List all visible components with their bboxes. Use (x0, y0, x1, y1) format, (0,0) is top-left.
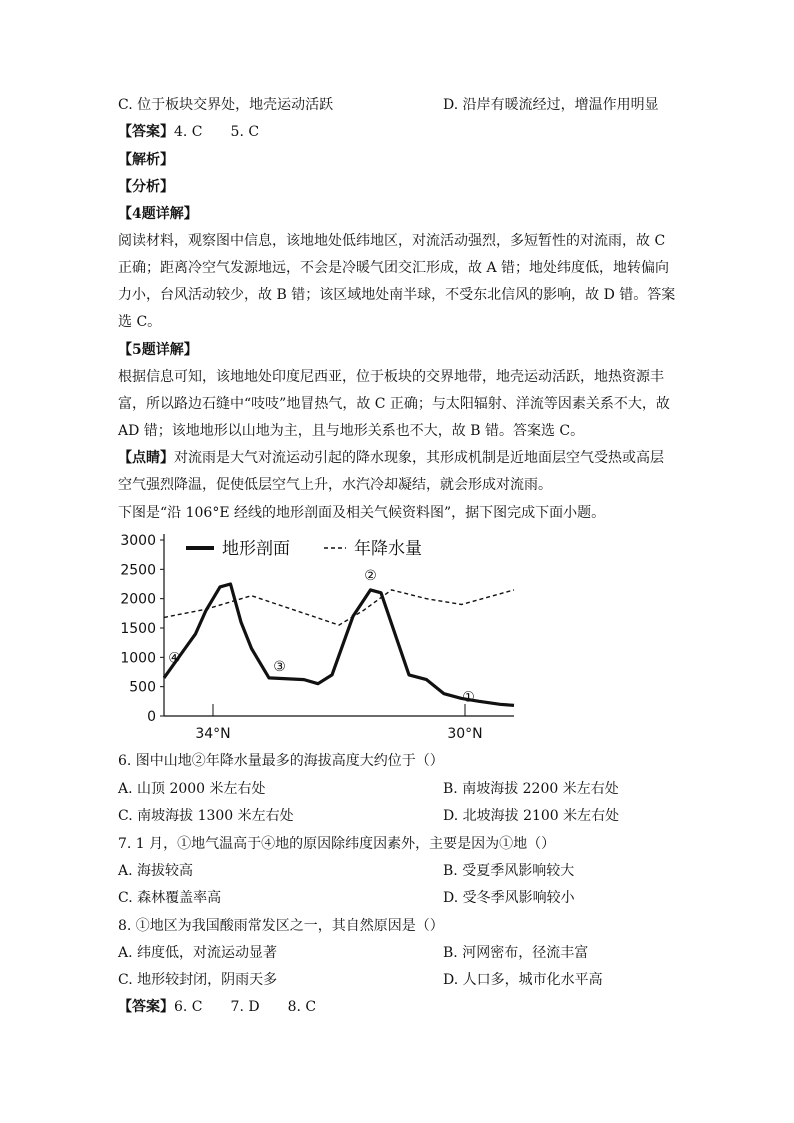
y-tick-label: 3000 (120, 533, 156, 549)
dianjing-line-1 (118, 448, 664, 468)
terrain-profile-line (164, 584, 514, 705)
fenxi-heading: 【分析】 (118, 179, 174, 195)
dianjing-text-1: 对流雨是大气对流运动引起的降水现象，其形成机制是近地面层空气受热或高层 (174, 450, 664, 466)
q6-option-a: A. 山顶 2000 米左右处 (118, 781, 266, 797)
y-tick-label: 2500 (120, 562, 156, 579)
x-tick-label: 30°N (447, 726, 483, 742)
q4-line-3: 力小，台风活动较少，故 B 错；该区域地处南半球，不受东北信风的影响，故 D 错。答案 (118, 287, 676, 303)
q5-line-1: 根据信息可知，该地地处印度尼西亚，位于板块的交界地带，地壳运动活跃，地热资源丰 (118, 369, 664, 385)
answer-line-2 (118, 997, 316, 1017)
q5-heading: 【5题详解】 (118, 342, 198, 358)
q7-option-c: C. 森林覆盖率高 (118, 890, 222, 906)
y-tick-label: 1500 (120, 621, 156, 637)
answer-8: 8. C (287, 999, 317, 1015)
answer-label-2: 【答案】 (118, 999, 174, 1015)
q7-option-b: B. 受夏季风影响较大 (443, 863, 575, 879)
terrain-precipitation-chart (118, 528, 538, 750)
q5-line-3: AD 错；该地地形以山地为主，且与地形关系也不大，故 B 错。答案选 C。 (118, 423, 585, 439)
answer-6: 6. C (174, 999, 203, 1015)
q7-stem: 7. 1 月，①地气温高于④地的原因除纬度因素外，主要是因为①地（） (118, 836, 556, 852)
q4-line-2: 正确；距离冷空气发源地远，不会是冷暖气团交汇形成，故 A 错；地处纬度低，地转偏向 (118, 260, 670, 276)
q8-option-d: D. 人口多，城市化水平高 (443, 972, 603, 988)
answer-line-1 (118, 122, 259, 142)
y-tick-label: 2000 (120, 591, 156, 608)
legend-terrain-label: 地形剖面 (222, 539, 290, 559)
q6-option-b: B. 南坡海拔 2200 米左右处 (443, 781, 619, 797)
dianjing-label: 【点睛】 (118, 450, 174, 466)
y-tick-label: 0 (147, 709, 156, 725)
jiexi-heading: 【解析】 (118, 152, 174, 168)
answer-5: 5. C (230, 124, 260, 140)
point-label: ③ (273, 659, 286, 676)
q6-option-d: D. 北坡海拔 2100 米左右处 (443, 808, 620, 824)
answer-label: 【答案】 (118, 124, 174, 140)
q8-option-b: B. 河网密布，径流丰富 (443, 945, 589, 961)
q7-option-d: D. 受冬季风影响较小 (443, 890, 575, 906)
q4-heading: 【4题详解】 (118, 206, 198, 222)
y-tick-label: 500 (129, 679, 156, 696)
q8-stem: 8. ①地区为我国酸雨常发区之一，其自然原因是（） (118, 918, 444, 934)
q7-option-a: A. 海拔较高 (118, 863, 194, 879)
point-label: ① (462, 689, 475, 706)
q8-option-c: C. 地形较封闭，阴雨天多 (118, 972, 278, 988)
point-label: ② (364, 568, 377, 585)
answer-7: 7. D (230, 999, 260, 1015)
legend-precip-label: 年降水量 (354, 539, 422, 559)
q6-stem: 6. 图中山地②年降水量最多的海拔高度大约位于（） (118, 753, 444, 769)
answer-4: 4. C (174, 124, 203, 140)
figure-intro: 下图是“沿 106°E 经线的地形剖面及相关气候资料图”，据下图完成下面小题。 (118, 505, 606, 521)
dianjing-line-2: 空气强烈降温，促使低层空气上升，水汽冷却凝结，就会形成对流雨。 (118, 477, 552, 493)
q8-option-a: A. 纬度低，对流运动显著 (118, 945, 278, 961)
q6-option-c: C. 南坡海拔 1300 米左右处 (118, 808, 294, 824)
point-label: ④ (168, 650, 181, 667)
y-tick-label: 1000 (120, 650, 156, 667)
option-c: C. 位于板块交界处，地壳运动活跃 (118, 97, 334, 113)
x-tick-label: 34°N (195, 726, 231, 742)
option-d: D. 沿岸有暖流经过，增温作用明显 (443, 97, 659, 113)
q4-line-1: 阅读材料，观察图中信息，该地地处低纬地区，对流活动强烈，多短暂性的对流雨，故 C (118, 233, 666, 249)
q5-line-2: 富，所以路边石缝中“吱吱”地冒热气，故 C 正确；与太阳辐射、洋流等因素关系不大，故 (118, 396, 670, 412)
q4-line-4: 选 C。 (118, 314, 162, 330)
